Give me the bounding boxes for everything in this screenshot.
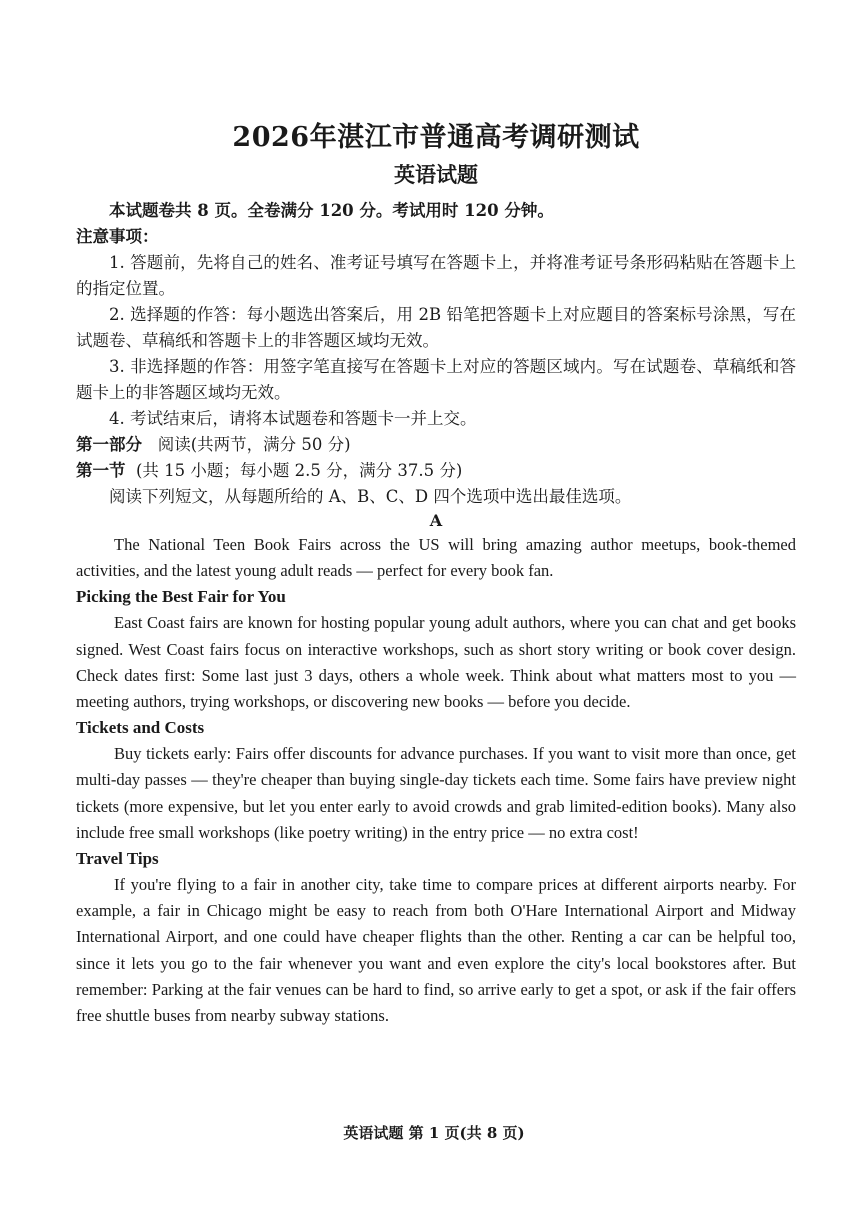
section-text-tickets: Buy tickets early: Fairs offer discounts for advance purchases. If you want to visit more than once, get multi-day passes — they're cheaper than buying single-day tickets each time. Some fairs have preview night tickets (more expensive, but let you enter early to avoid crowds and grab limited-edition books). Many also include free small workshops (like poetry writing) in the entry price — no extra cost! xyxy=(76,744,796,842)
section-label: 第一节 xyxy=(76,461,126,480)
part-heading xyxy=(76,432,796,458)
section-heading xyxy=(76,458,796,484)
notice-item: 2. 选择题的作答：每小题选出答案后，用 2B 铅笔把答题卡上对应题目的答案标号涂黑，写在试题卷、草稿纸和答题卡上的非答题区域均无效。 xyxy=(76,305,796,350)
part-label: 第一部分 xyxy=(76,435,142,454)
exam-intro: 本试题卷共 8 页。全卷满分 120 分。考试用时 120 分钟。 xyxy=(109,201,554,220)
reading-instruction: 阅读下列短文，从每题所给的 A、B、C、D 四个选项中选出最佳选项。 xyxy=(109,487,632,506)
section-text-travel: If you're flying to a fair in another city, take time to compare prices at different airports nearby. For example, a fair in Chicago might be easy to reach from both O'Hare International Airport and Midway International Airport, and one could have cheaper flights than the other. Renting a car can be helpful too, since it lets you go to the fair whenever you want and even explore the city's local bookstores after. But remember: Parking at the fair venues can be hard to find, so arrive early to get a spot, or ask if the fair offers free shuttle buses from nearby subway stations. xyxy=(76,875,796,1026)
passage-intro: The National Teen Book Fairs across the US will bring amazing author meetups, book-themed activities, and the latest young adult reads — perfect for every book fan. xyxy=(76,535,796,581)
notice-heading: 注意事项： xyxy=(76,227,159,246)
section-desc: (共 15 小题；每小题 2.5 分，满分 37.5 分) xyxy=(136,461,463,480)
section-text-picking: East Coast fairs are known for hosting popular young adult authors, where you can chat and get books signed. West Coast fairs focus on interactive workshops, such as short story writing or book cover design. Check dates first: Some last just 3 days, others a whole week. Think about what matters most to you — meeting authors, trying workshops, or discovering new books — before you decide. xyxy=(76,613,796,712)
exam-title: 2026年湛江市普通高考调研测试 xyxy=(232,122,640,153)
part-name: 阅读(共两节，满分 50 分) xyxy=(157,435,351,454)
section-title-picking: Picking the Best Fair for You xyxy=(76,587,286,607)
page-footer: 英语试题 第 1 页(共 8 页) xyxy=(343,1124,525,1142)
notice-item: 1. 答题前，先将自己的姓名、准考证号填写在答题卡上，并将准考证号条形码粘贴在答题卡上的指定位置。 xyxy=(76,253,796,298)
section-title-tickets: Tickets and Costs xyxy=(76,718,205,738)
section-title-travel: Travel Tips xyxy=(76,849,159,869)
notice-item: 4. 考试结束后，请将本试题卷和答题卡一并上交。 xyxy=(109,409,477,428)
passage-letter: A xyxy=(429,511,443,530)
exam-subtitle: 英语试题 xyxy=(394,162,478,187)
notice-item: 3. 非选择题的作答：用签字笔直接写在答题卡上对应的答题区域内。写在试题卷、草稿纸和答题卡上的非答题区域均无效。 xyxy=(76,357,796,402)
